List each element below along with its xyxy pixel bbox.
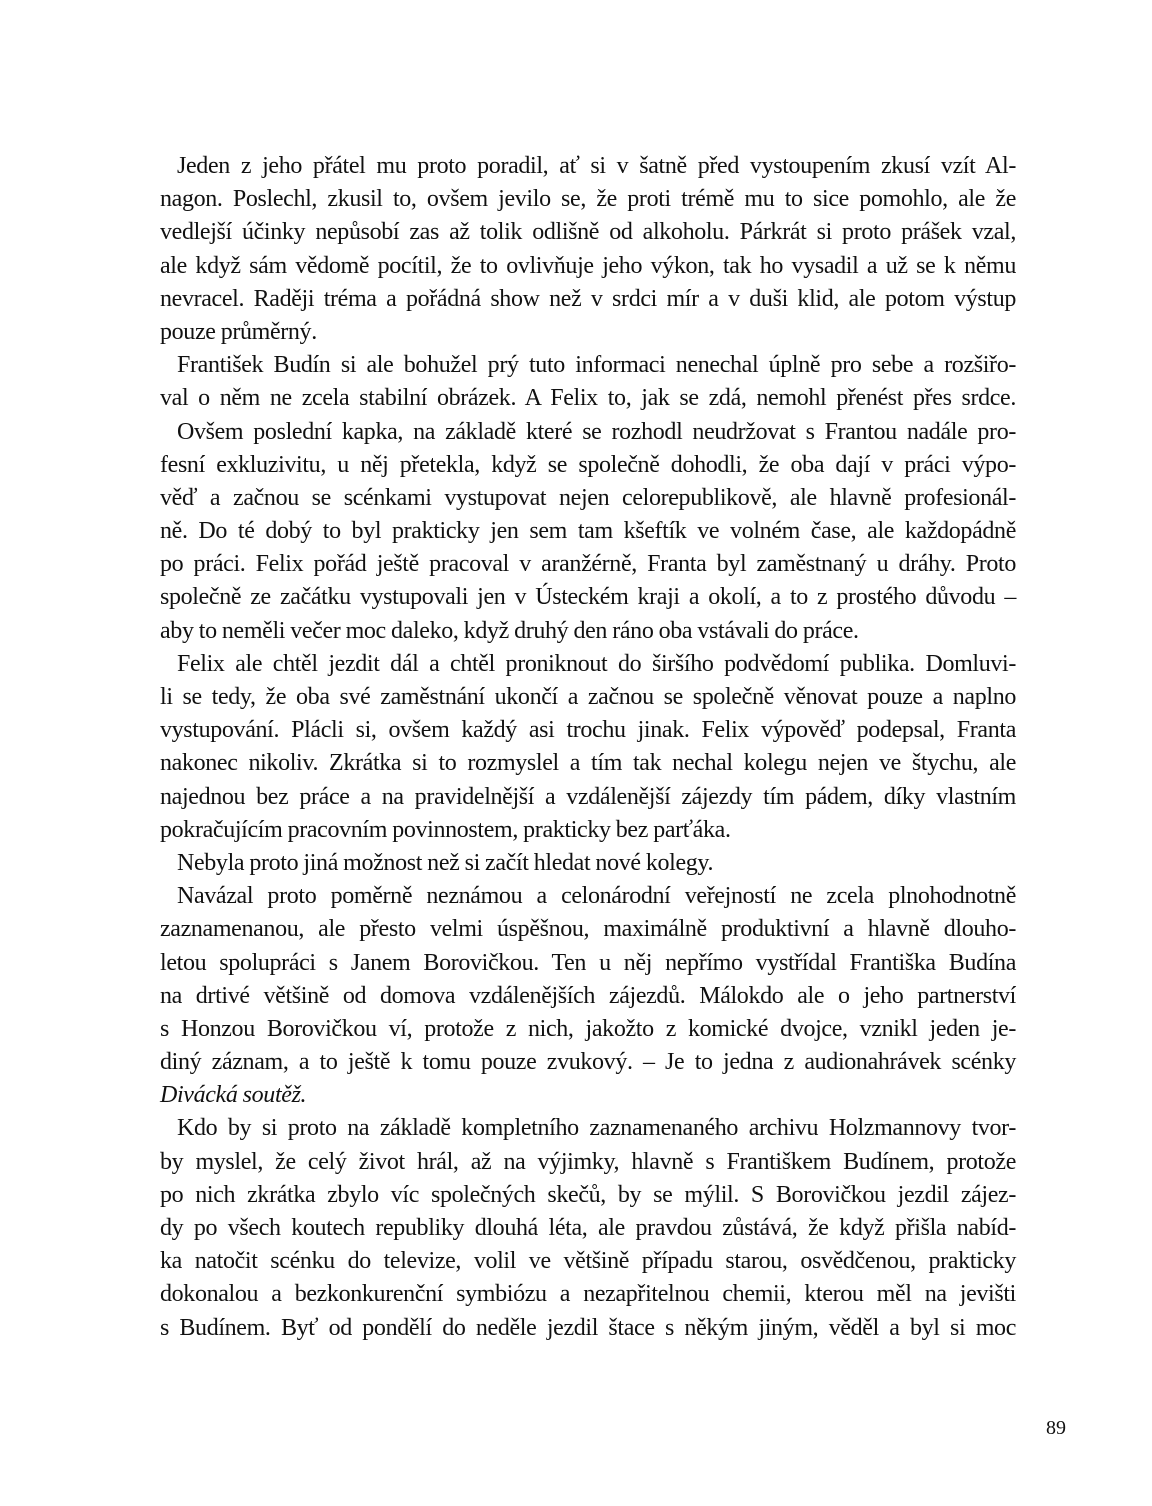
text-line: nakonec nikoliv. Zkrátka si to rozmyslel a tím tak nechal kolegu nejen ve štychu, ale bbox=[160, 750, 1016, 777]
text-line: ně. Do té dobý to byl prakticky jen sem tam kšeftík ve volném čase, ale každopádně bbox=[160, 518, 1016, 545]
text-line: dy po všech koutech republiky dlouhá léta, ale pravdou zůstává, že když přišla nabíd- bbox=[160, 1215, 1016, 1241]
text-line: Navázal proto poměrně neznámou a celonárodní veřejností ne zcela plnohodnotně bbox=[177, 883, 1016, 910]
text-line: by myslel, že celý život hrál, až na výjimky, hlavně s Františkem Budínem, protože bbox=[160, 1148, 1016, 1175]
text-line: Jeden z jeho přátel mu proto poradil, ať si v šatně před vystoupením zkusí vzít Al- bbox=[177, 153, 1016, 179]
text-line: na drtivé většině od domova vzdálenějších zájezdů. Málokdo ale o jeho partnerství bbox=[160, 982, 1016, 1009]
text-line: zaznamenanou, ale přesto velmi úspěšnou, maximálně produktivní a hlavně dlouho- bbox=[160, 916, 1016, 943]
text-line: Kdo by si proto na základě kompletního zaznamenaného archivu Holzmannovy tvor- bbox=[177, 1115, 1016, 1142]
text-line: Nebyla proto jiná možnost než si začít hledat nové kolegy. bbox=[177, 849, 714, 876]
text-line: diný záznam, a to ještě k tomu pouze zvukový. – Je to jedna z audionahrávek scénky bbox=[160, 1049, 1016, 1076]
text-line: pouze průměrný. bbox=[160, 318, 317, 345]
text-line: li se tedy, že oba své zaměstnání ukončí a začnou se společně věnovat pouze a naplno bbox=[160, 684, 1016, 710]
text-line: pokračujícím pracovním povinnostem, prakticky bez parťáka. bbox=[160, 816, 731, 843]
text-line: najednou bez práce a na pravidelnější a vzdálenější zájezdy tím pádem, díky vlastním bbox=[160, 783, 1016, 810]
text-line: s Budínem. Byť od pondělí do neděle jezdil štace s někým jiným, věděl a byl si moc bbox=[160, 1314, 1016, 1341]
text-line: nevracel. Raději tréma a pořádná show než v srdci mír a v duši klid, ale potom výstup bbox=[160, 285, 1016, 312]
text-line: dokonalou a bezkonkurenční symbiózu a nezapřitelnou chemii, kterou měl na jevišti bbox=[160, 1281, 1016, 1308]
text-line: val o něm ne zcela stabilní obrázek. A Felix to, jak se zdá, nemohl přenést přes srdce. bbox=[160, 385, 1016, 412]
text-line: fesní exkluzivitu, u něj přetekla, když se společně dohodli, že oba dají v práci výpo- bbox=[160, 451, 1016, 478]
text-line: Felix ale chtěl jezdit dál a chtěl proniknout do širšího podvědomí publika. Domluvi- bbox=[177, 650, 1016, 677]
text-line: s Honzou Borovičkou ví, protože z nich, jakožto z komické dvojce, vznikl jeden je- bbox=[160, 1015, 1016, 1042]
text-line: věď a začnou se scénkami vystupovat nejen celorepublikově, ale hlavně profesionál- bbox=[160, 484, 1016, 511]
text-line: Ovšem poslední kapka, na základě které se rozhodl neudržovat s Frantou nadále pro- bbox=[177, 418, 1016, 445]
text-line: po práci. Felix pořád ještě pracoval v aranžérně, Franta byl zaměstnaný u dráhy. Proto bbox=[160, 551, 1016, 578]
body-text bbox=[160, 150, 1016, 1345]
text-line: vedlejší účinky nepůsobí zas až tolik odlišně od alkoholu. Párkrát si proto prášek vzal, bbox=[160, 219, 1016, 246]
text-line: ka natočit scénku do televize, volil ve většině případu starou, osvědčenou, prakticky bbox=[160, 1248, 1016, 1275]
text-line: Divácká soutěž. bbox=[160, 1082, 307, 1109]
text-line: František Budín si ale bohužel prý tuto informaci nenechal úplně pro sebe a rozšiřo- bbox=[177, 352, 1016, 379]
text-line: ale když sám vědomě pocítil, že to ovlivňuje jeho výkon, tak ho vysadil a už se k němu bbox=[160, 252, 1016, 279]
text-line: vystupování. Plácli si, ovšem každý asi trochu jinak. Felix výpověď podepsal, Franta bbox=[160, 717, 1016, 744]
text-line: nagon. Poslechl, zkusil to, ovšem jevilo se, že proti trémě mu to sice pomohlo, ale že bbox=[160, 186, 1016, 213]
text-line: po nich zkrátka zbylo víc společných skečů, by se mýlil. S Borovičkou jezdil zájez- bbox=[160, 1181, 1016, 1208]
text-line: společně ze začátku vystupovali jen v Ústeckém kraji a okolí, a to z prostého důvodu – bbox=[160, 584, 1016, 611]
page-number: 89 bbox=[1046, 1417, 1066, 1439]
text-line: aby to neměli večer moc daleko, když druhý den ráno oba vstávali do práce. bbox=[160, 617, 859, 644]
text-line: letou spolupráci s Janem Borovičkou. Ten u něj nepřímo vystřídal Františka Budína bbox=[160, 949, 1016, 976]
